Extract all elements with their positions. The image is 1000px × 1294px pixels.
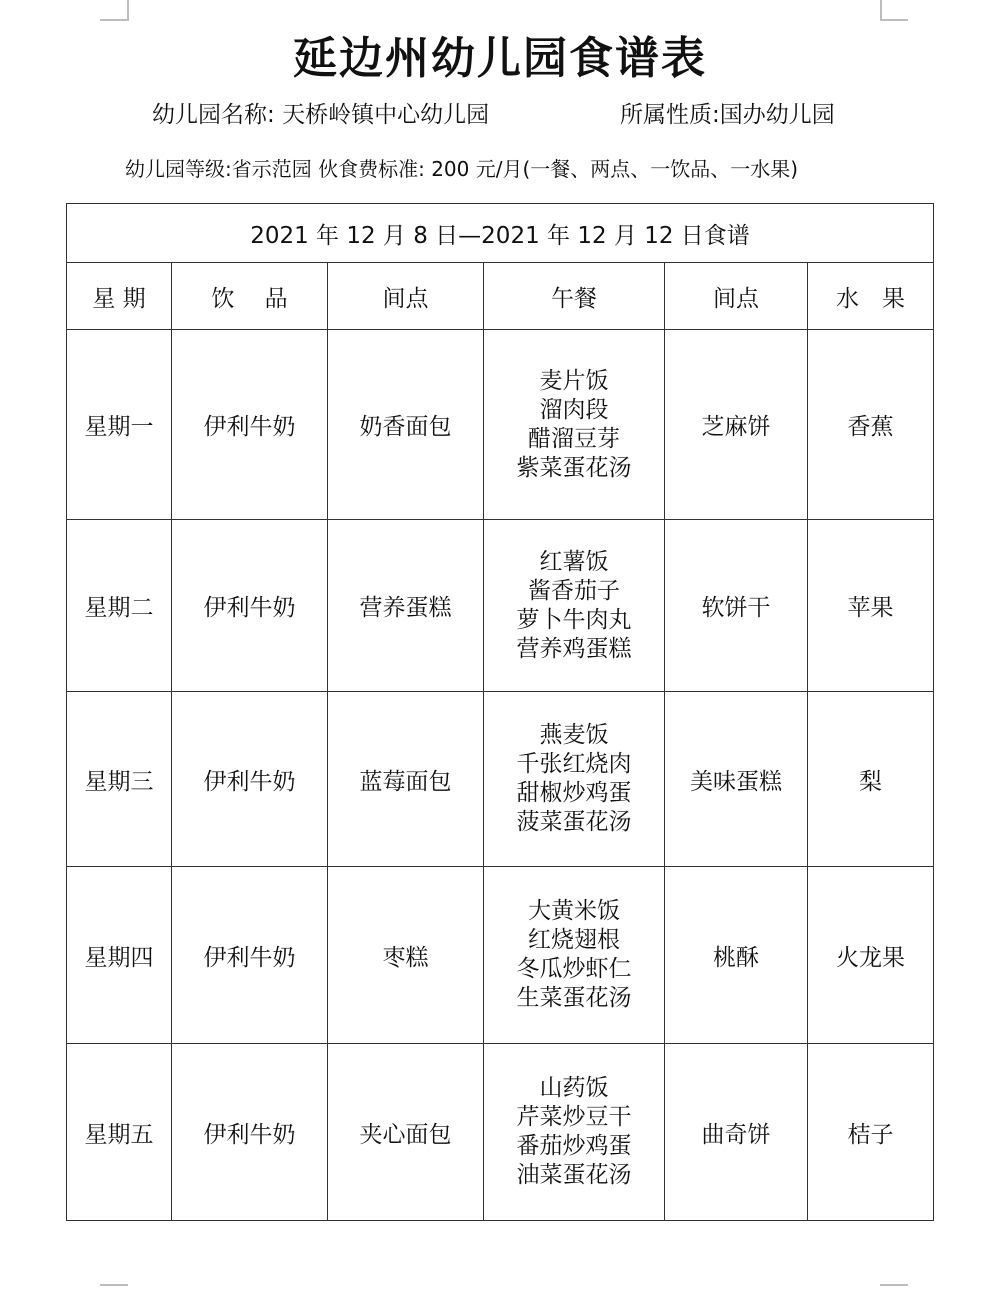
- lunch-dish: 麦片饭: [539, 367, 609, 394]
- table-row: [67, 1044, 934, 1221]
- crop-mark-top-left: [127, 0, 129, 20]
- table-row: [67, 520, 934, 692]
- date-range: 2021 年 12 月 8 日—2021 年 12 月 12 日食谱: [67, 204, 934, 263]
- lunch-dish: 千张红烧肉: [516, 751, 632, 777]
- table-row: [67, 692, 934, 867]
- lunch-dish: 生菜蛋花汤: [516, 985, 632, 1011]
- day-cell: 星期四: [67, 867, 172, 1044]
- drink-cell: 伊利牛奶: [172, 1044, 328, 1221]
- name-value: 天桥岭镇中心幼儿园: [282, 102, 490, 128]
- column-header-lunch: 午餐: [484, 263, 665, 330]
- column-header-snack: 间点: [328, 263, 484, 330]
- lunch-dish: 紫菜蛋花汤: [516, 454, 632, 481]
- day-cell: 星期一: [67, 330, 172, 520]
- lunch-dish: 燕麦饭: [539, 722, 609, 748]
- lunch-dish: 红薯饭: [539, 548, 609, 575]
- lunch-dish: 酱香茄子: [528, 577, 620, 604]
- lunch-cell: [484, 867, 665, 1044]
- snack-cell: 桃酥: [665, 867, 808, 1044]
- column-header-drink: 饮 品: [172, 263, 328, 330]
- crop-mark-bottom-left: [100, 1284, 128, 1286]
- lunch-cell: [484, 692, 665, 867]
- snack-cell: 软饼干: [665, 520, 808, 692]
- lunch-dish: 溜肉段: [539, 396, 609, 423]
- crop-mark-top-left-h: [100, 19, 129, 21]
- day-cell: 星期五: [67, 1044, 172, 1221]
- lunch-dish: 菠菜蛋花汤: [516, 809, 632, 835]
- lunch-dish: 大黄米饭: [528, 898, 620, 924]
- nature-value: 国办幼儿园: [719, 102, 835, 128]
- fruit-cell: 桔子: [808, 1044, 934, 1221]
- page-title: 延边州幼儿园食谱表: [293, 33, 707, 84]
- nature-label: 所属性质:: [620, 102, 720, 128]
- header-row: [67, 263, 934, 330]
- name-label: 幼儿园名称:: [152, 102, 275, 128]
- drink-cell: 伊利牛奶: [172, 330, 328, 520]
- lunch-cell: [484, 520, 665, 692]
- kindergarten-nature: [620, 96, 835, 129]
- snack-cell: 美味蛋糕: [665, 692, 808, 867]
- snack-cell: 芝麻饼: [665, 330, 808, 520]
- snack-cell: 营养蛋糕: [328, 520, 484, 692]
- lunch-dish: 营养鸡蛋糕: [516, 635, 632, 662]
- snack-cell: 枣糕: [328, 867, 484, 1044]
- snack-cell: 曲奇饼: [665, 1044, 808, 1221]
- menu-table: [66, 203, 934, 1221]
- fruit-cell: 梨: [808, 692, 934, 867]
- column-header-snack: 间点: [665, 263, 808, 330]
- kindergarten-name: [152, 96, 489, 129]
- drink-cell: 伊利牛奶: [172, 867, 328, 1044]
- lunch-dish: 芹菜炒豆干: [516, 1104, 632, 1130]
- table-row: [67, 330, 934, 520]
- table-row: [67, 867, 934, 1044]
- snack-cell: 蓝莓面包: [328, 692, 484, 867]
- lunch-dish: 山药饭: [539, 1075, 609, 1101]
- drink-cell: 伊利牛奶: [172, 520, 328, 692]
- column-header-day: 星 期: [67, 263, 172, 330]
- fruit-cell: 香蕉: [808, 330, 934, 520]
- fee-standard-line: 幼儿园等级:省示范园 伙食费标准: 200 元/月(一餐、两点、一饮品、一水果): [125, 157, 799, 181]
- snack-cell: 夹心面包: [328, 1044, 484, 1221]
- crop-mark-top-right-h: [880, 19, 908, 21]
- lunch-cell: [484, 330, 665, 520]
- drink-cell: 伊利牛奶: [172, 692, 328, 867]
- snack-cell: 奶香面包: [328, 330, 484, 520]
- lunch-dish: 甜椒炒鸡蛋: [516, 780, 632, 806]
- lunch-dish: 醋溜豆芽: [528, 425, 620, 452]
- lunch-dish: 萝卜牛肉丸: [516, 606, 632, 633]
- column-header-fruit: 水 果: [808, 263, 934, 330]
- crop-mark-top-right: [880, 0, 882, 20]
- lunch-dish: 油菜蛋花汤: [516, 1162, 632, 1188]
- fruit-cell: 火龙果: [808, 867, 934, 1044]
- lunch-dish: 冬瓜炒虾仁: [516, 956, 632, 982]
- lunch-dish: 红烧翅根: [528, 927, 620, 953]
- crop-mark-bottom-right: [880, 1284, 908, 1286]
- lunch-dish: 番茄炒鸡蛋: [516, 1133, 632, 1159]
- fruit-cell: 苹果: [808, 520, 934, 692]
- lunch-cell: [484, 1044, 665, 1221]
- day-cell: 星期二: [67, 520, 172, 692]
- date-range-row: [67, 204, 934, 263]
- day-cell: 星期三: [67, 692, 172, 867]
